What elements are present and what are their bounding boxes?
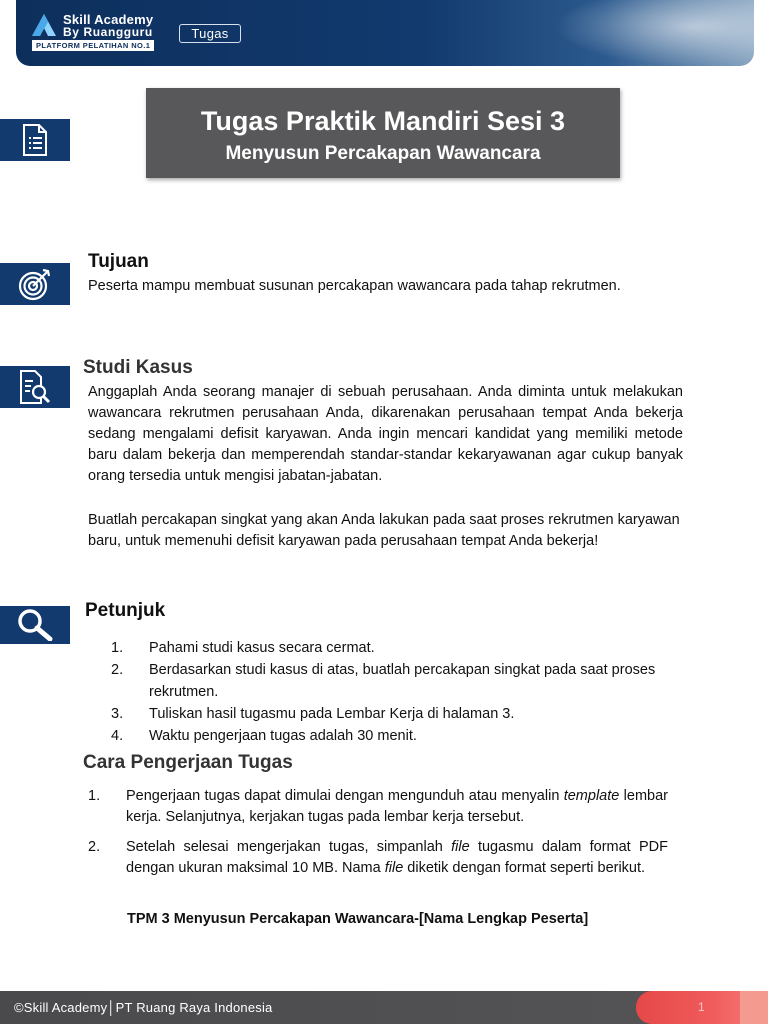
brand-subname: By Ruangguru [63,25,153,39]
document-tab [0,119,70,161]
footer-accent-edge [740,991,768,1024]
document-icon [22,124,48,156]
page-title: Tugas Praktik Mandiri Sesi 3 [200,106,566,136]
petunjuk-list [111,637,686,747]
title-box [146,88,620,178]
search-document-icon [18,369,52,405]
target-icon [17,266,53,302]
cara-item-2-number: 2. [88,839,101,855]
petunjuk-heading: Petunjuk [85,600,166,621]
case-study-tab [0,366,70,408]
studi-kasus-paragraph-2: Buatlah percakapan singkat yang akan Anda lakukan pada saat proses rekrutmen karyawan baru, untuk memenuhi defisit karyawan pada perusahaan tempat Anda bekerja! [88,512,680,549]
list-item: 3. Tuliskan hasil tugasmu pada Lembar Kerja di halaman 3. [111,706,515,722]
list-item: 1. Pahami studi kasus secara cermat. [111,640,375,656]
magnifier-icon [16,609,54,641]
brand-badge: PLATFORM PELATIHAN NO.1 [32,40,154,51]
cara-heading: Cara Pengerjaan Tugas [83,752,293,773]
instructions-tab [0,606,70,644]
header-photo [554,0,754,66]
cara-item-1-text: Pengerjaan tugas dapat dimulai dengan mengunduh atau menyalin template lembar kerja. Selanjutnya, kerjakan tugas pada lembar kerja tersebut. [126,788,668,825]
target-tab [0,263,70,305]
page-number: 1 [698,1000,705,1014]
studi-kasus-paragraph-1: Anggaplah Anda seorang manajer di sebuah perusahaan. Anda diminta untuk melakukan wawancara rekrutmen perusahaan Anda, dikarenakan perusahaan tempat Anda bekerja sedang mengalami defisit karyawan. Anda ingin mencari kandidat yang memiliki metode baru dalam bekerja dan memperendah standar-standar kekaryawanan agar cukup banyak orang tersedia untuk mengisi jabatan-jabatan. [88,384,683,484]
page-subtitle: Menyusun Percakapan Wawancara [225,143,541,164]
studi-kasus-heading: Studi Kasus [83,357,193,378]
cara-item-2-text: Setelah selesai mengerjakan tugas, simpanlah file tugasmu dalam format PDF dengan ukuran maksimal 10 MB. Nama file diketik dengan format seperti berikut. [126,839,668,876]
header-banner [16,0,754,66]
brand-name: Skill Academy [63,12,154,27]
skill-academy-logo-icon [32,14,56,36]
tugas-tag: Tugas [179,24,241,43]
list-item: 4. Waktu pengerjaan tugas adalah 30 menit. [111,728,417,744]
tujuan-text: Peserta mampu membuat susunan percakapan wawancara pada tahap rekrutmen. [88,278,621,294]
tujuan-heading: Tujuan [88,251,149,272]
footer [0,991,768,1024]
cara-item-1-number: 1. [88,788,101,804]
footer-copyright: ©Skill Academy│PT Ruang Raya Indonesia [14,1000,273,1015]
filename-format: TPM 3 Menyusun Percakapan Wawancara-[Nama Lengkap Peserta] [127,911,589,927]
list-item: 2. Berdasarkan studi kasus di atas, buatlah percakapan singkat pada saat proses rekrutmen. [111,662,656,700]
